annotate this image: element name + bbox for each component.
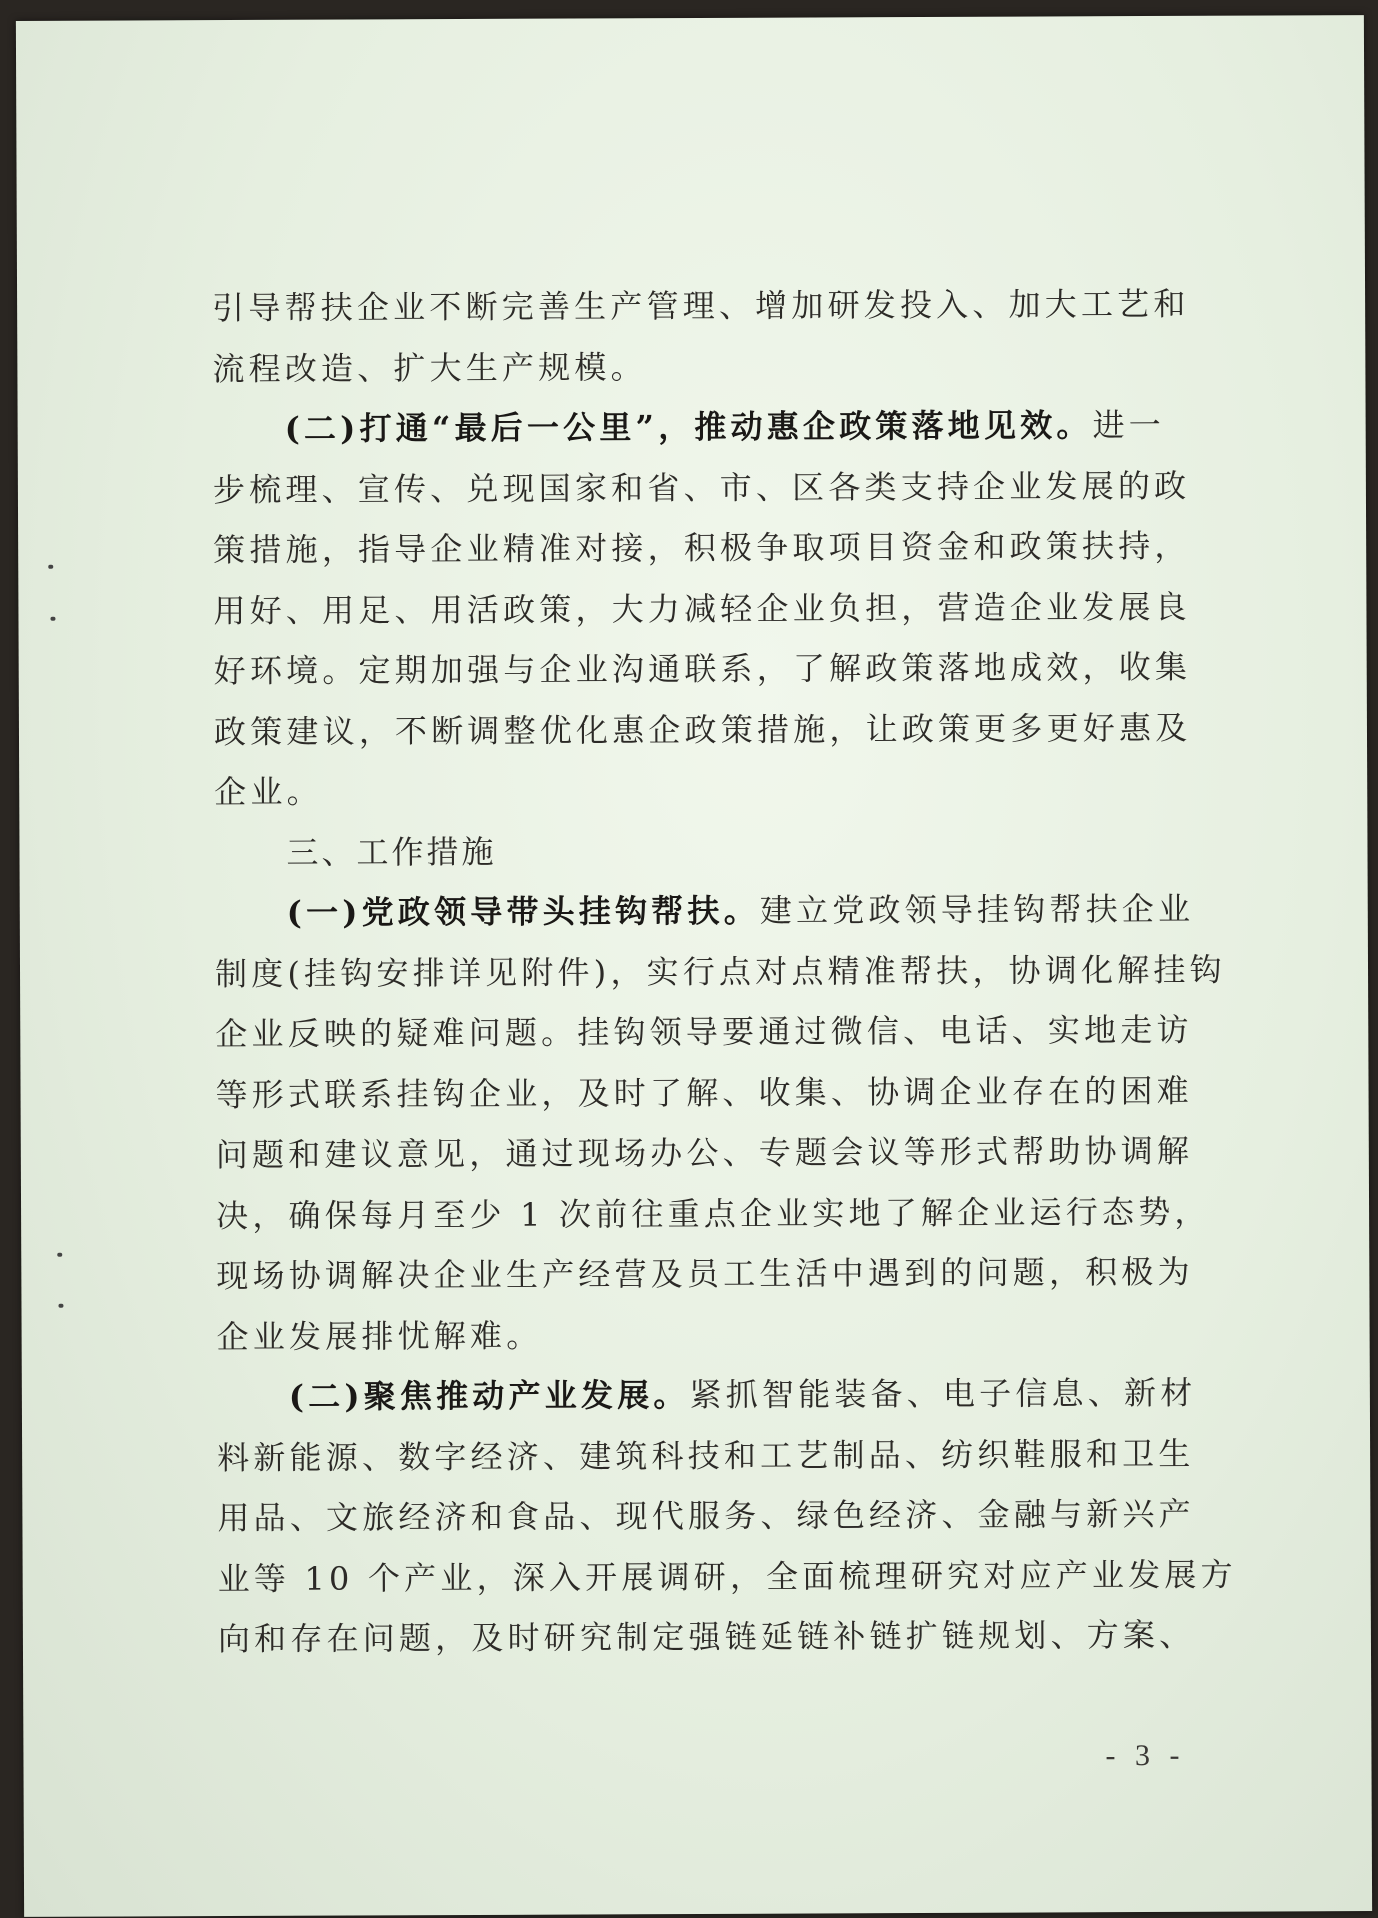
text-line: [217, 1363, 1202, 1428]
text-line: [216, 1242, 1201, 1307]
line-text: 进一: [1092, 405, 1166, 445]
text-line: [214, 939, 1226, 1004]
line-text: 步梳理、宣传、兑现国家和省、市、区各类支持企业发展的政: [212, 466, 1191, 509]
bold-heading-text: (二)聚焦推动产业发展。: [288, 1376, 690, 1416]
page-number: - 3 -: [1105, 1738, 1186, 1773]
line-text: 料新能源、数字经济、建筑科技和工艺制品、纺织鞋服和卫生: [217, 1434, 1195, 1477]
line-text: 策措施，指导企业精准对接，积极争取项目资金和政策扶持，: [213, 526, 1191, 570]
line-text: 用品、文旅经济和食品、现代服务、绿色经济、金融与新兴产: [217, 1494, 1195, 1538]
text-line: [213, 576, 1198, 641]
text-line: [217, 1544, 1237, 1609]
line-text: 企业。: [214, 772, 323, 812]
line-text: 用好、用足、用活政策，大力减轻企业负担，营造企业发展良: [213, 587, 1191, 630]
line-text: 建立党政领导挂钩帮扶企业: [759, 889, 1195, 930]
line-text: 问题和建议意见，通过现场办公、专题会议等形式帮助协调解: [215, 1131, 1194, 1175]
text-line: [213, 395, 1198, 460]
text-line: [214, 758, 1199, 823]
text-line: [216, 1181, 1211, 1246]
binding-hole-mark: [50, 617, 55, 621]
line-text: 企业反映的疑难问题。挂钩领导要通过微信、电话、实地走访: [215, 1010, 1193, 1054]
line-text: 企业发展排忧解难。: [216, 1316, 543, 1356]
line-text: 现场协调解决企业生产经营及员工生活中遇到的问题，积极为: [216, 1252, 1194, 1296]
line-text: 政策建议，不断调整优化惠企政策措施，让政策更多更好惠及: [213, 708, 1192, 751]
text-line: [214, 637, 1199, 702]
document-body: [212, 274, 1237, 1670]
line-text: 流程改造、扩大生产规模。: [212, 347, 647, 388]
text-line: [212, 334, 1197, 399]
bold-heading-text: (二)打通“最后一公里”，推动惠企政策落地见效。: [284, 406, 1093, 448]
line-text: 好环境。定期加强与企业沟通联系，了解政策落地成效，收集: [213, 647, 1192, 691]
text-line: [213, 516, 1198, 581]
binding-hole-mark: [57, 1253, 62, 1257]
line-text: 制度(挂钩安排详见附件)，实行点对点精准帮扶，协调化解挂钩: [214, 950, 1226, 993]
section-heading: [214, 818, 1199, 883]
text-line: [216, 1121, 1201, 1186]
text-line: [215, 1000, 1200, 1065]
text-line: [216, 1302, 1201, 1367]
text-line: [212, 274, 1197, 339]
bold-heading-text: (一)党政领导带头挂钩帮扶。: [286, 891, 760, 932]
line-text: 业等 10 个产业，深入开展调研，全面梳理研究对应产业发展方: [217, 1555, 1237, 1598]
text-line: [215, 1060, 1200, 1125]
binding-hole-mark: [58, 1304, 63, 1308]
line-text: 决，确保每月至少 1 次前往重点企业实地了解企业运行态势，: [216, 1192, 1211, 1235]
text-line: [217, 1484, 1202, 1549]
text-line: [213, 455, 1198, 520]
binding-hole-mark: [48, 565, 53, 569]
text-line: [217, 1423, 1202, 1488]
line-text: 等形式联系挂钩企业，及时了解、收集、协调企业存在的困难: [215, 1071, 1194, 1114]
text-line: [218, 1605, 1203, 1670]
line-text: 三、工作措施: [286, 832, 497, 872]
line-text: 紧抓智能装备、电子信息、新材: [689, 1373, 1197, 1415]
line-text: 引导帮扶企业不断完善生产管理、增加研发投入、加大工艺和: [212, 284, 1190, 328]
document-page: [16, 15, 1372, 1917]
text-line: [215, 879, 1200, 944]
text-line: [214, 697, 1199, 762]
line-text: 向和存在问题，及时研究制定强链延链补链扩链规划、方案、: [217, 1615, 1196, 1659]
